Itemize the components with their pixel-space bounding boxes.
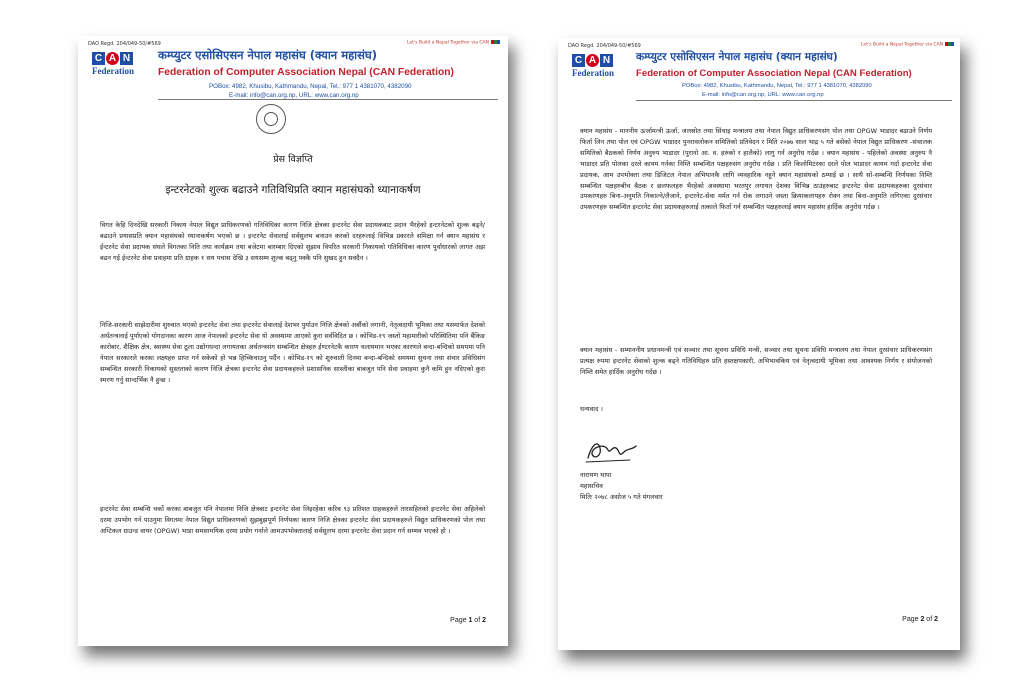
logo-federation-text: Federation [572,68,614,78]
logo-letter-c: C [92,52,105,65]
logo-letter-n: N [600,54,613,67]
logo-federation-text: Federation [92,66,134,76]
org-name-nepali: कम्प्युटर एसोसिएसन नेपाल महासंघ (क्यान महासंघ) [158,48,377,62]
org-address: POBox: 4982, Khusibu, Kathmandu, Nepal, Tel.: 977 1 4381070, 4382090 [682,83,872,89]
signer-block [580,470,663,503]
org-address: POBox: 4982, Khusibu, Kathmandu, Nepal, Tel.: 977 1 4381070, 4382090 [209,83,412,90]
header-divider [158,99,498,100]
org-name-nepali: कम्प्युटर एसोसिएसन नेपाल महासंघ (क्यान महासंघ) [636,51,838,63]
nepal-flag-icon [491,40,500,44]
paragraph: क्यान महासंघ - सम्माननीय प्रधानमन्त्री एवं सञ्चार तथा सूचना प्रविधि मन्त्री, सञ्चार तथा सूचना प्रविधि मन्त्रालय तथा नेपाल दुरसंचार प्राधिकरणसंग प्रत्यक्ष रुपमा इन्टरनेट सेवाको शुल्क बढ्ने गतिविधिहरु प्रति हस्तक्षपकारी, अभिभावकिय एवं नेतृत्वदायी भूमिका तथा आवश्यक निर्णय र संयोजनको निम्ति समेत हार्दिक अनुरोध गर्दछ । [580,346,932,376]
can-logo [572,54,614,78]
signature-image [582,436,642,466]
page-number: Page 1 of 2 [450,617,486,624]
logo-letter-a: A [106,52,119,65]
registration-number: DAO Regd. 204/049-50/#569 [88,41,161,47]
paragraph: क्यान महासंघ - माननीय ऊर्जामन्त्री ऊर्जा, जलस्रोत तथा सिंचाइ मन्त्रालय तथा नेपाल विद्युत प्राधिकरणसंग पोल तथा OPGW भाडादर बढाउने निर्णय फिर्ता लिन तथा पोल एवं OPGW भाडादर पुनरावलोकन समितिको प्रतिवेदन र मिति २०७७ साल भाद्र ५ गते बसेको नेपाल विद्युत प्राधिकरण -संचालक समितिको बैठकको निर्णय अनुरुप भाडादर (पुरानो आ. व. हरुको र हालैको) लागु गर्न अनुरोध गर्दछ । क्यान महासंघ - पहिलेको अवस्था अनुरुप नै भाडादर प्रति पोलका दरले कायम गर्नका निम्ति सम्बन्धित पक्षहरुसंग अनुरोध गर्दछ । प्रति किलोमिटरका दरले पोल भाडादर कायम गर्दा इन्टरनेट सेवा प्रदायक, आम उपभोक्ता तथा डिजिटल नेपाल अभियानकै लागि व्यवहारिक नहुने क्यान महासंघको ठम्याई छ । साथै सो-सम्बन्धि निर्णयका निम्ति सम्बन्धित पक्षहरुबीच बैठक र छलफलहरु भैरहेको अवस्थामा भरतपुर लगायत देशका विभिन्न ठाउंहरुबाट इन्टरनेट सेवा प्रदायकहरुका दुरसंचार उपकरणहरु बिना-अनुमति निकाल्ने/लैजाने, इन्टरनेट-सेवा मर्मत गर्न रोक लगाउने जस्ता क्रियाकलापहरु रोक्न तथा बिना-अनुमति लगिएका दुरसंचार उपकरणहरु सम्बन्धित इन्टरनेट सेवा प्रदायकहरुलाई तत्काले फिर्ता गर्न सम्बन्धित पक्षहरुलाई क्यान महासंघ हार्दिक अनुरोध गर्दछ । [580,127,932,212]
paragraph: धन्यवाद । [580,405,603,413]
header-divider [636,100,952,101]
tagline: Let's Build a Nepal Together via CAN [861,42,954,48]
press-release-label: प्रेस विज्ञप्ति [273,154,313,165]
can-logo [92,52,134,76]
paragraph: इन्टरनेट सेवा सम्बन्धि चर्को करका बाबजुत पनि नेपालमा निजि क्षेत्रबाट इन्टरनेट सेवा लिइरहेका करिब ९३ प्रतिशत ग्राहकहरुले तारसहितको इन्टरनेट सेवा अहिलेको दरमा उपभोग गर्न पाउनुमा विगतमा नेपाल विद्युत प्राधिकरणको सुझबुझपूर्ण निर्णयका कारण निजि क्षेत्रका इन्टरनेट सेवा प्रदायकहरुले विद्युत प्राधिकरणको पोल तथा अप्टिकल ग्राउन्ड वायर (OPGW) भाडा समसामयिक दरमा प्रयोग गर्नाले आमउपभोक्तालाई सर्वसुलभ दरमा इन्टरनेट सेवा प्रदान गर्न सम्भव भएको हो । [100,505,485,535]
document-page-2 [558,38,960,650]
press-headline: इन्टरनेटको शुल्क बढाउने गतिविधिप्रति क्यान महासंघको ध्यानाकर्षण [165,184,421,196]
registration-number: DAO Regd. 204/049-50/#569 [568,43,641,49]
paragraph: विगत केहि दिनदेखि सरकारी निकाय नेपाल विद्युत प्राधिकरणको गतिविधिका कारण निजि क्षेत्रका इन्टरनेट सेवा प्रदायकबाट प्रदान भैरहेको इन्टरनेटको शुल्क बढ्ने/बढाउने प्रयासप्रति क्यान महासंघको ध्यानाकर्षण भएको छ । इन्टरनेट सेवालाई सर्वसुलभ बनाउन करको दरहरुलाई विभिन्न प्रकारले समिक्षा गर्न क्यान महासंघ र ईन्टरनेट सेवा प्रदायक संघले विगतका निति तथा कार्यक्रम तथा बजेटमा बारम्बार दिएको सुझाव विपरित सरकारी निकायको गतिविधिका कारण पुर्वाधारको लागत अझ बढन गई ईन्टरनेट सेवा प्रवाहमा प्रति ग्राहक १ सय पचास देखि ३ सयसम्म शुल्क बढ्नु पक्कै पनि सुखद हुन सक्दैन । [100,221,485,262]
document-page-1 [78,36,508,646]
page-number: Page 2 of 2 [902,616,938,623]
org-email: E-mail: info@can.org.np, URL: www.can.org.np [229,92,359,99]
logo-letter-c: C [572,54,585,67]
signer-date: मितिः २०७८ असोज ५ गते मंगलवार [580,493,663,501]
paragraph: निजि-सरकारी साझेदारीमा शुरुवात भएको इन्टरनेट सेवा तथा इन्टरनेट सेवालाई देशभर पुर्याउन निजि क्षेत्रको अर्बौको लगानी, नेतृत्वदायी भूमिका तथा यसमार्फत देशको अर्थतन्त्रलाई पुर्याएको योगदानका कारण आज नेपालको इन्टरनेट सेवा यो अवस्थामा आएको कुरा सर्वविदित छ । कोभिड-१९ जस्तो महामारीको परिस्थितिमा पनि बैंकिङ कारोबार, शैक्षिक क्षेत्र, स्वास्थ्य सेवा ठूला उद्योगधन्दा लगायतका अर्थतन्त्रसंग सम्बन्धित क्षेत्रहरु ईण्टरनेटकै कारण चलायमान भएका कारणले बन्दा-बन्दिको समयमा पनि नेपाल सरकारले करका लक्ष्यहरु प्राप्त गर्न सकेको हो भन्न हिच्किचाउनु पर्दैन । कोभिड-१९ को शुरुवाती दिनमा बन्दा-बन्दिको समयमा सुचना तथा संचार प्रविधिसंग सम्बन्धित सरकारी निकायको सुस्तताको कारण निजि क्षेत्रका इन्टरनेट सेवा प्रदायकहरुले प्रशासनिक सास्तीका बाबजुत पनि सेवा प्रवाहमा कुनै कमि हुन नदिएको कुरा स्मरण गर्नु सान्दर्भिक नै हुन्छ । [100,321,485,384]
tagline: Let's Build a Nepal Together via CAN [407,40,500,46]
logo-letter-n: N [120,52,133,65]
signer-title: महासचिव [580,482,603,490]
org-name-english: Federation of Computer Association Nepal (CAN Federation) [158,67,454,78]
nepal-flag-icon [945,42,954,46]
logo-letter-a: A [586,54,599,67]
federation-seal-icon [256,104,286,134]
org-name-english: Federation of Computer Association Nepal (CAN Federation) [636,68,912,79]
signer-name: नारायण थापा [580,471,612,479]
org-email: E-mail: info@can.org.np, URL: www.can.org.np [702,92,824,98]
